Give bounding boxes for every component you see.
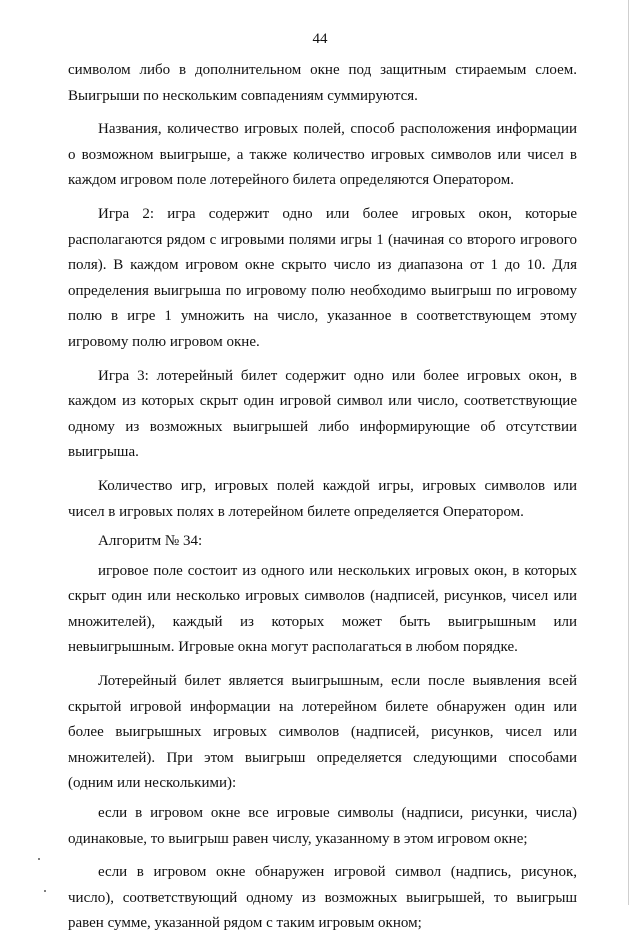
- paragraph: Игра 3: лотерейный билет содержит одно или более игровых окон, в каждом из которых скрыт один игровой символ или число, соответствующие одному из возможных выигрышей либо информирующие об отсутствии выигрыша.: [68, 367, 577, 461]
- paragraph: Названия, количество игровых полей, способ расположения информации о возможном выигрыше, а также количество игровых символов или чисел в каждом игровом поле лотерейного билета определяются Оператором.: [68, 121, 577, 189]
- paragraph: Количество игр, игровых полей каждой игры, игровых символов или чисел в игровых полях в лотерейном билете определяется Оператором.: [68, 477, 577, 520]
- paragraph: Лотерейный билет является выигрышным, если после выявления всей скрытой игровой информации на лотерейном билете обнаружен один или более выигрышных игровых символов (надписей, рисунков, чисел или множителей). При этом выигрыш определяется следующими способами (одним или несколькими):: [68, 673, 577, 792]
- paragraph: Игра 2: игра содержит одно или более игровых окон, которые располагаются рядом с игровыми полями игры 1 (начиная со второго игрового поля). В каждом игровом окне скрыто число из диапазона от 1 до 10. Для определения выигрыша по игровому полю необходимо выигрыш по игровому полю в игре 1 умножить на число, указанное в соответствующем этому игровому полю игровом окне.: [68, 205, 577, 350]
- document-body: [68, 58, 577, 937]
- page-number: 44: [312, 31, 328, 47]
- paragraph: если в игровом окне все игровые символы (надписи, рисунки, числа) одинаковые, то выигрыш равен числу, указанному в этом игровом окне;: [68, 805, 577, 847]
- scan-speck: [44, 890, 46, 892]
- scan-edge: [628, 0, 629, 905]
- algorithm-heading: Алгоритм № 34:: [98, 533, 203, 550]
- paragraph: игровое поле состоит из одного или нескольких игровых окон, в которых скрыт один или несколько игровых символов (надписей, рисунков, чисел или множителей), каждый из которых может быть выигрышным или невыигрышным. Игровые окна могут располагаться в любом порядке.: [68, 562, 577, 656]
- paragraph: символом либо в дополнительном окне под защитным стираемым слоем. Выигрыши по нескольким совпадениям суммируются.: [68, 62, 577, 104]
- scan-speck: [38, 858, 40, 860]
- paragraph: если в игровом окне обнаружен игровой символ (надпись, рисунок, число), соответствующий одному из возможных выигрышей, то выигрыш равен сумме, указанной рядом с таким игровым окном;: [68, 864, 577, 932]
